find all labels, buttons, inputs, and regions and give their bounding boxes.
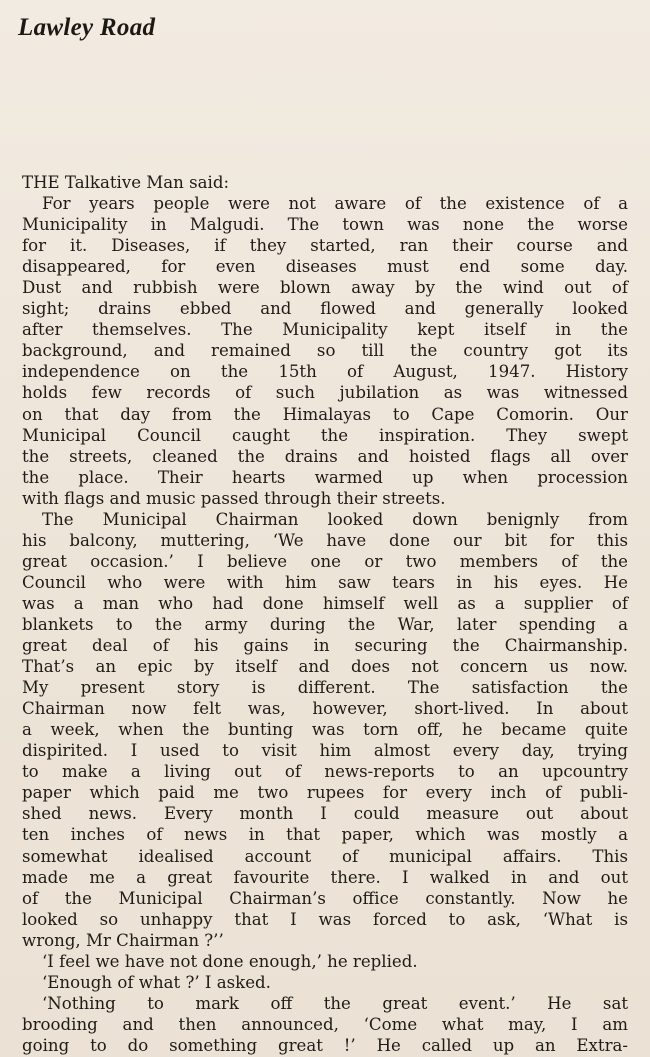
text-line: sight; drains ebbed and flowed and generally looked [22,299,628,319]
text-line: made me a great favourite there. I walked in and out [22,867,628,887]
text-line: his balcony, muttering, ‘We have done our bit for this [22,530,628,550]
text-line: looked so unhappy that I was forced to ask, ‘What is [22,909,628,929]
text-line: on that day from the Himalayas to Cape Comorin. Our [22,404,628,424]
text-line: ten inches of news in that paper, which was mostly a [22,825,628,845]
text-line: holds few records of such jubilation as was witnessed [22,383,628,403]
text-line: shed news. Every month I could measure out about [22,804,628,824]
text-line: Council who were with him saw tears in his eyes. He [22,572,628,592]
text-line: wrong, Mr Chairman ?’’ [22,930,224,950]
text-line: My present story is different. The satisfaction the [22,678,628,698]
text-line: going to do something great !’ He called up an Extra- [22,1035,628,1055]
text-line: was a man who had done himself well as a supplier of [22,593,628,613]
text-line: blankets to the army during the War, later spending a [22,614,628,634]
text-line: disappeared, for even diseases must end some day. [22,257,628,277]
text-line: dispirited. I used to visit him almost every day, trying [22,741,628,761]
text-line: ‘I feel we have not done enough,’ he replied. [42,951,418,971]
text-line: Dust and rubbish were blown away by the wind out of [22,278,628,298]
text-line: ‘Enough of what ?’ I asked. [42,972,271,992]
text-line: Municipality in Malgudi. The town was none the worse [22,215,628,235]
text-line: That’s an epic by itself and does not concern us now. [22,657,628,677]
text-line: THE Talkative Man said: [22,173,230,192]
text-line: the place. Their hearts warmed up when procession [22,467,628,487]
text-line: independence on the 15th of August, 1947. History [22,362,628,382]
text-line: great occasion.’ I believe one or two members of the [22,551,628,571]
text-line: to make a living out of news-reports to an upcountry [22,762,628,782]
text-line: brooding and then announced, ‘Come what may, I am [22,1014,628,1034]
text-line: background, and remained so till the country got its [22,341,628,361]
text-line: great deal of his gains in securing the Chairmanship. [22,636,628,656]
text-line: of the Municipal Chairman’s office constantly. Now he [22,888,628,908]
story-text [22,172,628,1056]
text-line: The Municipal Chairman looked down benignly from [42,509,628,529]
text-line: ‘Nothing to mark off the great event.’ He sat [42,993,628,1013]
text-line: somewhat idealised account of municipal affairs. This [22,846,628,866]
text-line: the streets, cleaned the drains and hoisted flags all over [22,446,628,466]
text-line: For years people were not aware of the existence of a [42,194,628,214]
running-header-title: Lawley Road [18,14,156,41]
text-line: Chairman now felt was, however, short-lived. In about [22,699,628,719]
text-line: for it. Diseases, if they started, ran their course and [22,236,628,256]
text-line: Municipal Council caught the inspiration. They swept [22,425,628,445]
text-line: a week, when the bunting was torn off, he became quite [22,720,628,740]
text-line: after themselves. The Municipality kept itself in the [22,320,628,340]
text-line: paper which paid me two rupees for every inch of publi- [22,783,628,803]
text-line: with flags and music passed through their streets. [22,488,446,508]
